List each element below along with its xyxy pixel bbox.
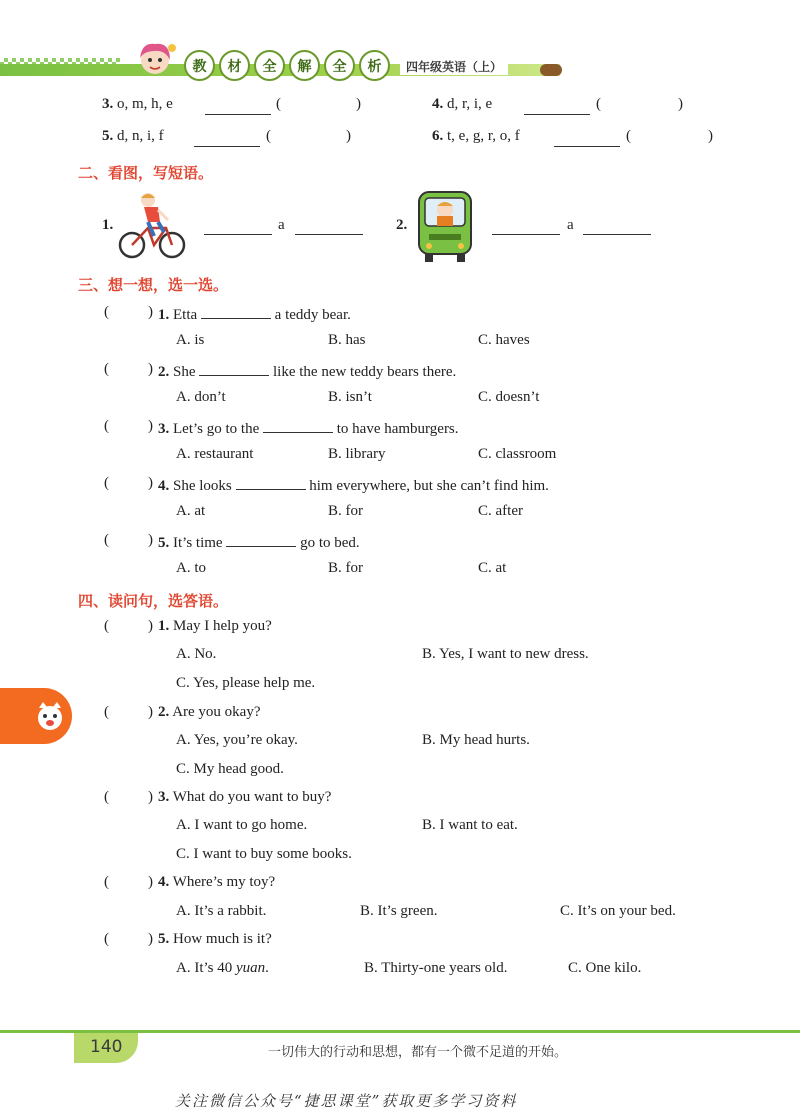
item-letters: o, m, h, e [117, 96, 173, 112]
reorder-item [432, 96, 492, 113]
question-text: Where’s my toy? [172, 874, 276, 890]
option-c: C. It’s on your bed. [560, 903, 676, 919]
reorder-item [102, 128, 164, 145]
answer-blank[interactable] [236, 475, 306, 490]
paren-close: ) [346, 128, 351, 144]
answer-paren-close[interactable]: ) [148, 789, 153, 805]
header-char: 全 [324, 50, 355, 81]
paren-close: ) [356, 96, 361, 112]
question-text: go to bed. [300, 535, 360, 551]
question [158, 618, 272, 635]
paren-close: ) [708, 128, 713, 144]
option-a: A. don’t [176, 389, 226, 405]
header-char: 教 [184, 50, 215, 81]
answer-paren-close[interactable]: ) [148, 618, 153, 634]
header-subtitle: 四年级英语（上） [400, 58, 508, 75]
question [158, 874, 275, 891]
header-char: 解 [289, 50, 320, 81]
answer-blank[interactable] [263, 418, 333, 433]
paren-close: ) [678, 96, 683, 112]
question-text: It’s time [173, 535, 223, 551]
option-c: C. I want to buy some books. [176, 846, 352, 862]
item-number: 4. [432, 96, 444, 112]
phrase-word: a [567, 217, 574, 233]
question-text: to have hamburgers. [336, 421, 459, 437]
question-text: Let’s go to the [173, 421, 260, 437]
option-b: B. My head hurts. [422, 732, 530, 748]
question-number: 2. [158, 364, 170, 380]
page-header [0, 0, 800, 95]
answer-blank[interactable] [204, 220, 272, 235]
question-number: 5. [158, 535, 170, 551]
answer-paren-close[interactable]: ) [148, 418, 153, 434]
option-b: B. isn’t [328, 389, 372, 405]
answer-paren-close[interactable]: ) [148, 931, 153, 947]
question [158, 704, 261, 721]
question-text: a teddy bear. [274, 307, 351, 323]
handwritten-note: 关注微信公众号“捷思课堂”获取更多学习资料 [175, 1092, 518, 1110]
section-title: 四、读问句，选答语。 [78, 592, 229, 610]
section-title: 二、看图，写短语。 [78, 164, 214, 182]
option-b: B. Yes, I want to new dress. [422, 646, 589, 662]
reorder-item [102, 96, 173, 113]
answer-blank[interactable] [199, 361, 269, 376]
option-b: B. It’s green. [360, 903, 438, 919]
option-a: A. No. [176, 646, 217, 662]
answer-blank[interactable] [524, 100, 590, 115]
option-a: A. is [176, 332, 205, 348]
reorder-item [432, 128, 520, 145]
girl-mascot-icon [132, 40, 178, 86]
picture-item-number [396, 217, 407, 234]
item-letters: d, r, i, e [447, 96, 493, 112]
option-c: C. doesn’t [478, 389, 540, 405]
option-b: B. for [328, 560, 363, 576]
answer-blank[interactable] [226, 532, 296, 547]
paren-open: ( [626, 128, 631, 144]
header-title [184, 50, 390, 81]
answer-blank[interactable] [583, 220, 651, 235]
option-b: B. for [328, 503, 363, 519]
paren-open: ( [276, 96, 281, 112]
answer-paren-open[interactable]: ( [104, 618, 109, 634]
paren-open: ( [266, 128, 271, 144]
option-c: C. Yes, please help me. [176, 675, 316, 691]
answer-paren-open[interactable]: ( [104, 532, 109, 548]
item-number: 2. [396, 217, 408, 233]
item-number: 6. [432, 128, 444, 144]
answer-paren-open[interactable]: ( [104, 475, 109, 491]
answer-paren-open[interactable]: ( [104, 304, 109, 320]
item-letters: d, n, i, f [117, 128, 164, 144]
footer-motto: 一切伟大的行动和思想，都有一个微不足道的开始。 [268, 1045, 568, 1060]
item-letters: t, e, g, r, o, f [447, 128, 520, 144]
answer-paren-open[interactable]: ( [104, 874, 109, 890]
question-text: She [173, 364, 196, 380]
question [158, 304, 351, 324]
answer-blank[interactable] [492, 220, 560, 235]
question-text: What do you want to buy? [172, 789, 332, 805]
question-text: Etta [173, 307, 198, 323]
question-number: 3. [158, 789, 170, 805]
option-c: C. My head good. [176, 761, 284, 777]
option-a: A. It’s a rabbit. [176, 903, 267, 919]
answer-paren-open[interactable]: ( [104, 789, 109, 805]
option-c: C. after [478, 503, 523, 519]
item-number: 5. [102, 128, 114, 144]
answer-paren-open[interactable]: ( [104, 418, 109, 434]
option-c: C. classroom [478, 446, 557, 462]
question-text: May I help you? [173, 618, 272, 634]
answer-paren-close[interactable]: ) [148, 704, 153, 720]
page-number: 140 [90, 1037, 123, 1057]
question-number: 1. [158, 307, 170, 323]
option-c: C. at [478, 560, 507, 576]
answer-paren-close[interactable]: ) [148, 361, 153, 377]
phrase-word: a [278, 217, 285, 233]
question-text: him everywhere, but she can’t find him. [309, 478, 549, 494]
answer-paren-close[interactable]: ) [148, 532, 153, 548]
question [158, 361, 456, 381]
option-a: A. It’s 40 yuan. [176, 960, 269, 976]
option-c: C. haves [478, 332, 530, 348]
answer-paren-close[interactable]: ) [148, 475, 153, 491]
question-number: 5. [158, 931, 170, 947]
option-a: A. Yes, you’re okay. [176, 732, 298, 748]
option-b: B. library [328, 446, 386, 462]
answer-paren-open[interactable]: ( [104, 361, 109, 377]
option-b: B. Thirty-one years old. [364, 960, 508, 976]
option-c: C. One kilo. [568, 960, 642, 976]
option-a: A. to [176, 560, 206, 576]
answer-paren-open[interactable]: ( [104, 931, 109, 947]
question [158, 789, 331, 806]
header-char: 材 [219, 50, 250, 81]
answer-paren-close[interactable]: ) [148, 304, 153, 320]
answer-blank[interactable] [201, 304, 271, 319]
question [158, 931, 272, 948]
cat-mascot-icon [34, 700, 66, 732]
answer-blank[interactable] [554, 132, 620, 147]
question-text: Are you okay? [172, 704, 261, 720]
header-char: 析 [359, 50, 390, 81]
item-number: 3. [102, 96, 114, 112]
option-b: B. has [328, 332, 366, 348]
question [158, 418, 459, 438]
question [158, 475, 549, 495]
option-b: B. I want to eat. [422, 817, 518, 833]
pencil-tip-icon [540, 64, 562, 76]
option-a: A. at [176, 503, 206, 519]
option-a: A. I want to go home. [176, 817, 308, 833]
picture-item-number [102, 217, 113, 234]
question-number: 1. [158, 618, 170, 634]
question-number: 4. [158, 478, 170, 494]
question-text: like the new teddy bears there. [273, 364, 457, 380]
answer-paren-open[interactable]: ( [104, 704, 109, 720]
question-text: She looks [173, 478, 232, 494]
section-title: 三、想一想，选一选。 [78, 276, 229, 294]
answer-blank[interactable] [205, 100, 271, 115]
item-number: 1. [102, 217, 114, 233]
paren-open: ( [596, 96, 601, 112]
answer-blank[interactable] [194, 132, 260, 147]
question-number: 2. [158, 704, 170, 720]
answer-paren-close[interactable]: ) [148, 874, 153, 890]
question [158, 532, 360, 552]
question-number: 3. [158, 421, 170, 437]
answer-blank[interactable] [295, 220, 363, 235]
option-a: A. restaurant [176, 446, 254, 462]
boy-driving-bus-icon [415, 188, 475, 264]
header-char: 全 [254, 50, 285, 81]
question-text: How much is it? [173, 931, 272, 947]
boy-riding-bike-icon [118, 190, 186, 262]
question-number: 4. [158, 874, 170, 890]
